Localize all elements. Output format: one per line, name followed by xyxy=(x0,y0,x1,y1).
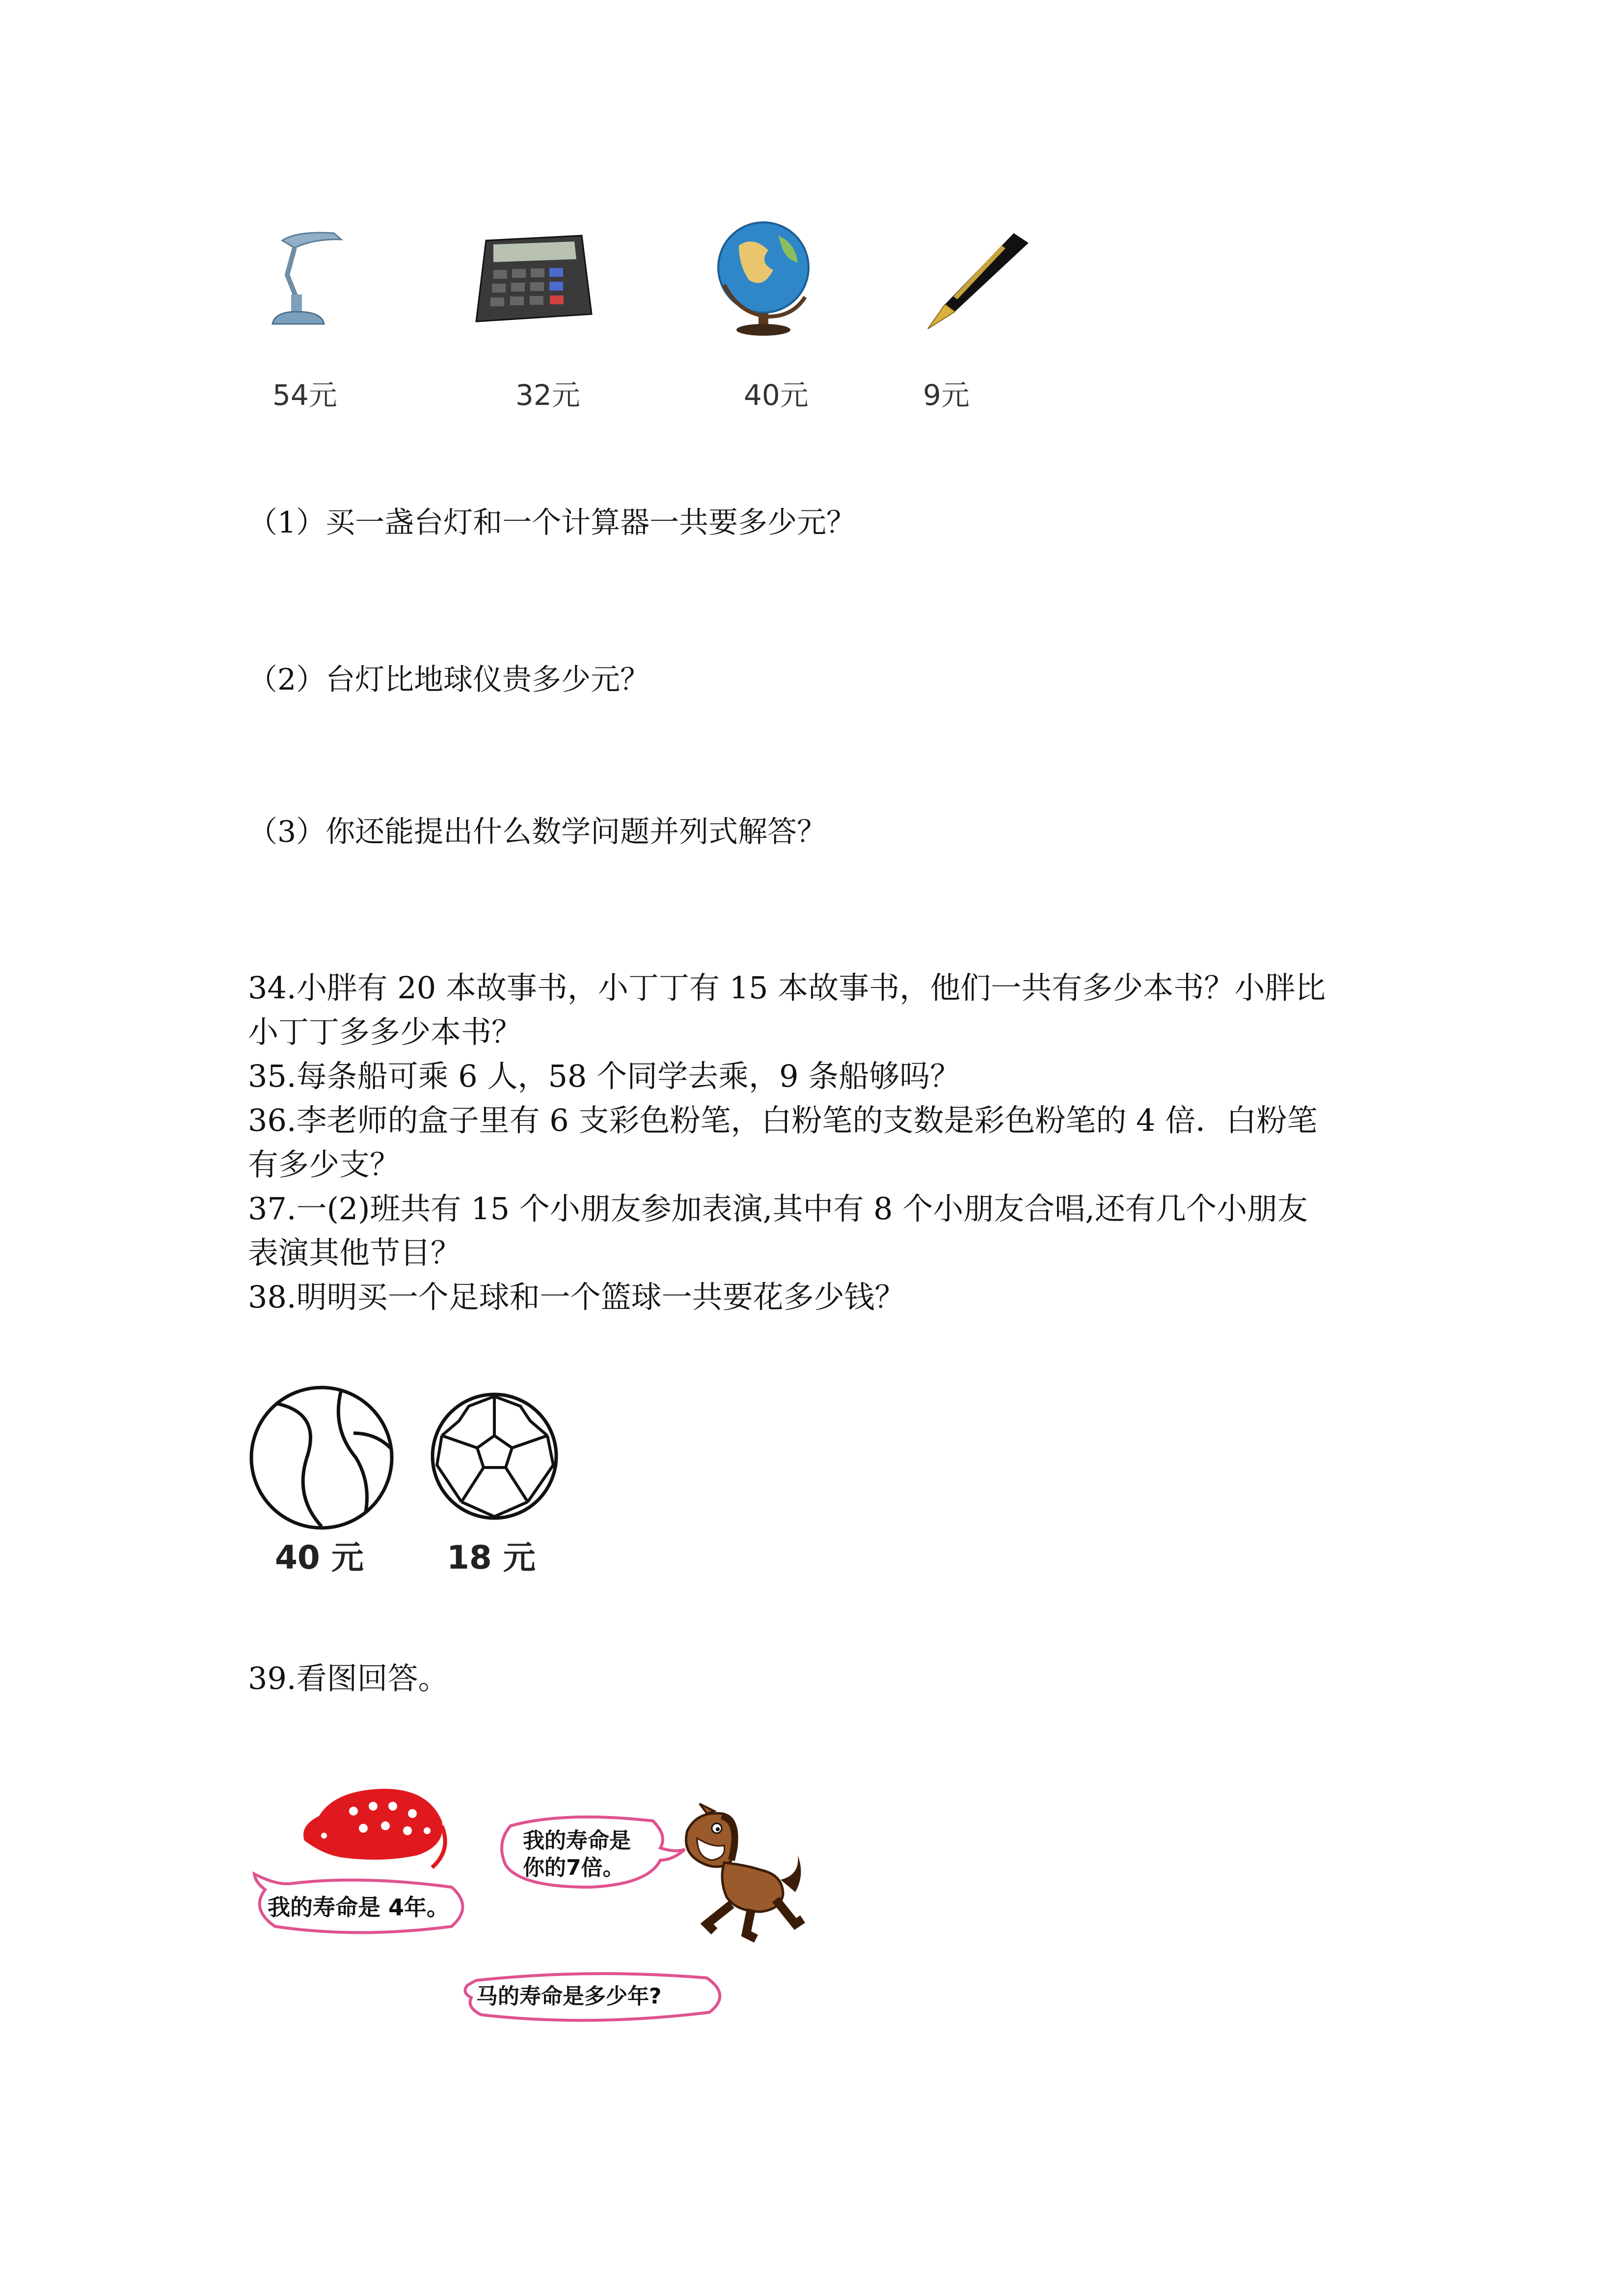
horse-bubble-line2: 你的7倍。 xyxy=(523,1855,624,1880)
question-36-line2: 有多少支？ xyxy=(248,1147,401,1182)
price-pen: 9元 xyxy=(923,378,970,412)
price-calculator: 32元 xyxy=(515,378,580,412)
subquestion-2: （2）台灯比地球仪贵多少元？ xyxy=(248,663,650,697)
basketball-image xyxy=(248,1384,395,1531)
question-34-line1: 34.小胖有 20 本故事书，小丁丁有 15 本故事书，他们一共有多少本书？小胖比 xyxy=(248,970,1326,1006)
question-35: 35.每条船可乘 6 人，58 个同学去乘，9 条船够吗？ xyxy=(248,1058,961,1094)
globe-icon xyxy=(709,216,822,339)
product-calculator-image xyxy=(471,231,594,329)
horse-cartoon-icon xyxy=(677,1801,810,1944)
horse-speech-bubble xyxy=(491,1806,687,1899)
rat-speech-bubble xyxy=(245,1870,476,1944)
subquestion-3: （3）你还能提出什么数学问题并列式解答？ xyxy=(248,815,827,849)
question-37-line2: 表演其他节目？ xyxy=(248,1235,461,1271)
question-speech-bubble xyxy=(457,1963,741,2032)
price-lamp: 54元 xyxy=(272,378,337,412)
price-globe: 40元 xyxy=(744,378,809,412)
horse-image xyxy=(677,1801,810,1944)
pen-icon xyxy=(918,226,1041,334)
question-37-line1: 37.一(2)班共有 15 个小朋友参加表演,其中有 8 个小朋友合唱,还有几个小朋友 xyxy=(248,1191,1308,1227)
calculator-icon xyxy=(471,231,594,329)
basketball-price: 40 元 xyxy=(275,1539,364,1576)
football-icon xyxy=(430,1391,560,1522)
basketball-icon xyxy=(248,1384,395,1531)
product-globe-image xyxy=(709,216,822,339)
horse-bubble-line1: 我的寿命是 xyxy=(523,1828,631,1853)
question-36-line1: 36.李老师的盒子里有 6 支彩色粉笔，白粉笔的支数是彩色粉笔的 4 倍．白粉笔 xyxy=(248,1102,1318,1138)
rat-image xyxy=(295,1777,452,1875)
question-39: 39.看图回答。 xyxy=(248,1660,449,1696)
question-34-line2: 小丁丁多多少本书？ xyxy=(248,1014,522,1050)
rat-papercut-icon xyxy=(295,1777,452,1875)
football-image xyxy=(430,1391,560,1522)
question-38: 38.明明买一个足球和一个篮球一共要花多少钱？ xyxy=(248,1279,905,1315)
subquestion-1: （1）买一盏台灯和一个计算器一共要多少元？ xyxy=(248,506,856,540)
product-lamp-image xyxy=(268,221,351,334)
desk-lamp-icon xyxy=(268,221,351,334)
football-price: 18 元 xyxy=(447,1539,536,1576)
product-pen-image xyxy=(918,226,1041,334)
rat-bubble-text: 我的寿命是 4年。 xyxy=(268,1894,450,1921)
question-bubble-text: 马的寿命是多少年? xyxy=(476,1984,662,2009)
